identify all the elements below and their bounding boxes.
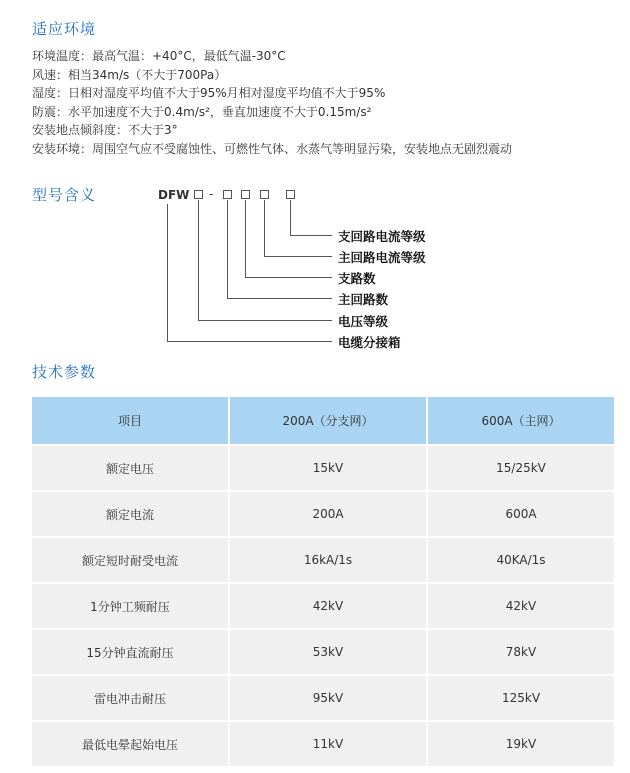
header-600a: 600A（主网） — [427, 397, 614, 445]
table-row — [32, 583, 614, 629]
model-slot-box — [194, 190, 203, 199]
row-value-200a: 200A — [229, 491, 427, 537]
header-item: 项目 — [32, 397, 229, 445]
model-label-branch-current: 支回路电流等级 — [338, 229, 426, 244]
model-slot-box — [286, 190, 295, 199]
model-slot-box — [241, 190, 250, 199]
row-value-200a: 53kV — [229, 629, 427, 675]
leader-line — [245, 277, 332, 278]
table-header-row — [32, 397, 614, 445]
leader-line — [290, 235, 332, 236]
table-row — [32, 629, 614, 675]
model-label-cable-box: 电缆分接箱 — [338, 335, 401, 350]
row-value-200a: 42kV — [229, 583, 427, 629]
model-label-main-current: 主回路电流等级 — [338, 250, 426, 265]
environment-list — [32, 47, 512, 158]
row-value-200a: 15kV — [229, 445, 427, 491]
model-code: DFW — [158, 188, 190, 202]
leader-line — [227, 298, 332, 299]
environment-line: 风速：相当34m/s（不大于700Pa） — [32, 67, 227, 82]
row-label: 最低电晕起始电压 — [32, 721, 229, 766]
environment-line: 环境温度：最高气温：+40°C，最低气温-30°C — [32, 49, 286, 63]
row-label: 15分钟直流耐压 — [32, 629, 229, 675]
model-dash: - — [209, 187, 214, 201]
leader-line — [264, 200, 265, 256]
model-label-voltage: 电压等级 — [338, 314, 389, 329]
leader-line — [167, 204, 168, 341]
leader-line — [290, 200, 291, 235]
model-label-branch-count: 支路数 — [338, 271, 376, 286]
row-value-600a: 125kV — [427, 675, 614, 721]
row-value-200a: 11kV — [229, 721, 427, 766]
environment-line: 防震：水平加速度不大于0.4m/s²，垂直加速度不大于0.15m/s² — [32, 104, 372, 119]
header-200a: 200A（分支网） — [229, 397, 427, 445]
environment-line: 安装环境：周围空气应不受腐蚀性、可燃性气体、水蒸气等明显污染，安装地点无剧烈震动 — [32, 141, 513, 156]
model-title: 型号含义 — [32, 186, 97, 204]
row-label: 额定电流 — [32, 491, 229, 537]
row-label: 额定短时耐受电流 — [32, 537, 229, 583]
environment-line: 安装地点倾斜度：不大于3° — [32, 123, 178, 137]
params-table — [32, 397, 614, 766]
row-value-200a: 16kA/1s — [229, 537, 427, 583]
table-row — [32, 675, 614, 721]
leader-line — [227, 200, 228, 298]
row-value-200a: 95kV — [229, 675, 427, 721]
row-value-600a: 42kV — [427, 583, 614, 629]
leader-line — [245, 200, 246, 277]
table-row — [32, 537, 614, 583]
row-label: 1分钟工频耐压 — [32, 583, 229, 629]
row-value-600a: 78kV — [427, 629, 614, 675]
table-row — [32, 721, 614, 766]
environment-line: 湿度：日相对湿度平均值不大于95%月相对湿度平均值不大于95% — [32, 86, 386, 100]
leader-line — [167, 341, 332, 342]
leader-line — [264, 256, 332, 257]
leader-line — [198, 320, 332, 321]
row-value-600a: 600A — [427, 491, 614, 537]
row-label: 额定电压 — [32, 445, 229, 491]
model-slot-box — [260, 190, 269, 199]
model-label-main-count: 主回路数 — [338, 292, 389, 307]
row-value-600a: 40KA/1s — [427, 537, 614, 583]
model-slot-box — [223, 190, 232, 199]
environment-title: 适应环境 — [32, 20, 97, 38]
table-row — [32, 491, 614, 537]
row-value-600a: 19kV — [427, 721, 614, 766]
row-value-600a: 15/25kV — [427, 445, 614, 491]
leader-line — [198, 200, 199, 320]
row-label: 雷电冲击耐压 — [32, 675, 229, 721]
table-row — [32, 445, 614, 491]
params-title: 技术参数 — [32, 363, 97, 381]
